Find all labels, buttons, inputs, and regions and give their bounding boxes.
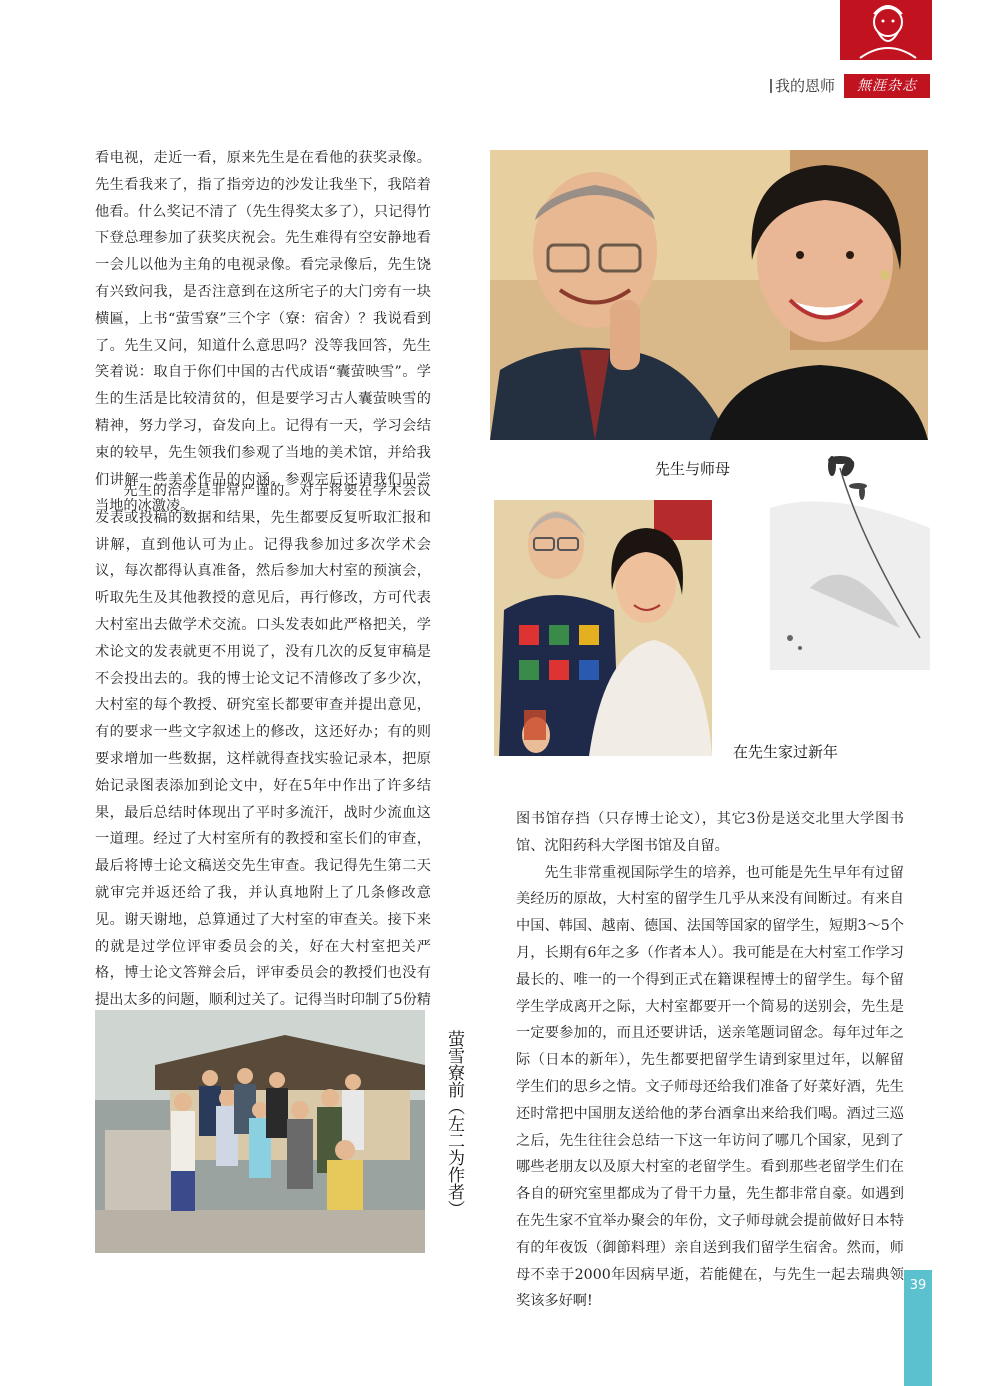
flower-illustration-icon	[770, 448, 930, 670]
article-paragraph: 图书馆存挡（只存博士论文），其它3份是送交北里大学图书馆、沈阳药科大学图书馆及自留。	[516, 811, 904, 854]
article-paragraph: 先生非常重视国际学生的培养，也可能是先生早年有过留美经历的原故，大村室的留学生几乎从来没有间断过。有来自中国、韩国、越南、德国、法国等国家的留学生，短期3～5个月，长期有6年之多（作者本人）。我可能是在大村室工作学习最长的、唯一的一个得到正式在籍课程博士的留学生。每个留学生学成离开之际，大村室都要开一个简易的送别会，先生是一定要参加的，而且还要讲话，送亲笔题词留念。每年过年之际（日本的新年），先生都要把留学生请到家里过年，以解留学生们的思乡之情。文子师母还给我们准备了好菜好酒，先生还时常把中国朋友送给他的茅台酒拿出来给我们喝。酒过三巡之后，先生往往会总结一下这一年访问了哪几个国家，见到了哪些老朋友以及原大村室的老留学生。看到那些老留学生们在各自的研究室里都成为了骨干力量，先生都非常自豪。如遇到在先生家不宜举办聚会的年份，文子师母就会提前做好日本特有的年夜饭（御節料理）亲自送到我们留学生宿舍。然而，师母不幸于2000年因病早逝，若能健在，与先生一起去瑞典领奖该多好啊!	[516, 864, 904, 1310]
scholar-portrait-icon	[840, 0, 932, 60]
article-column-left-bottom	[95, 478, 431, 1041]
page-number: 39	[904, 1270, 932, 1386]
photo-new-year-at-teacher-home	[494, 500, 712, 756]
magazine-title: 無涯杂志	[844, 74, 930, 98]
photo-group-at-keisetsu-dormitory	[95, 1010, 425, 1253]
article-paragraph: 先生的治学是非常严谨的。对于将要在学术会议发表或投稿的数据和结果，先生都要反复听取汇报和讲解，直到他认可为止。记得我参加过多次学术会议，每次都得认真准备，然后参加大村室的预演会，听取先生及其他教授的意见后，再行修改，方可代表大村室出去做学术交流。口头发表如此严格把关，学术论文的发表就更不用说了，没有几次的反复审稿是不会投出去的。我的博士论文记不清修改了多少次，大村室的每个教授、研究室长都要审查并提出意见，有的要求一些文字叙述上的修改，这还好办；有的则要求增加一些数据，这样就得查找实验记录本，把原始记录图表添加到论文中，好在5年中作出了许多结果，最后总结时体现出了平时多流汗，战时少流血这一道理。经过了大村室所有的教授和室长们的审查，最后将博士论文稿送交先生审查。我记得先生第二天就审完并返还给了我，并认真地附上了几条修改意见。谢天谢地，总算通过了大村室的审查关。接下来的就是过学位评审委员会的关，好在大村室把关严格，博士论文答辩会后，评审委员会的教授们也没有提出太多的问题，顺利过关了。记得当时印制了5份精	[95, 483, 431, 1009]
photo-caption: 先生与师母	[655, 460, 731, 478]
photo-caption-vertical: 萤雪寮前（左二为作者）	[444, 1030, 464, 1217]
article-column-left-top	[95, 145, 431, 520]
flower-decoration	[770, 448, 930, 670]
article-column-right	[516, 806, 904, 1315]
header-logo-tab	[840, 0, 932, 60]
photo-teacher-and-wife	[490, 150, 928, 440]
photo-caption: 在先生家过新年	[733, 743, 839, 761]
section-label: 我的恩师	[770, 74, 835, 98]
header-row	[770, 74, 930, 98]
article-paragraph: 看电视，走近一看，原来先生是在看他的获奖录像。先生看我来了，指了指旁边的沙发让我坐下，我陪着他看。什么奖记不清了（先生得奖太多了），只记得竹下登总理参加了获奖庆祝会。先生难得有空安静地看一会儿以他为主角的电视录像。看完录像后，先生饶有兴致问我，是否注意到在这所宅子的大门旁有一块横匾，上书“萤雪寮”三个字（寮：宿舍）？我说看到了。先生又问，知道什么意思吗？没等我回答，先生笑着说：取自于你们中国的古代成语“囊萤映雪”。学生的生活是比较清贫的，但是要学习古人囊萤映雪的精神，努力学习，奋发向上。记得有一天，学习会结束的较早，先生领我们参观了当地的美术馆，并给我们讲解一些美术作品的内涵。参观完后还请我们品尝当地的冰激凌。	[95, 150, 431, 515]
